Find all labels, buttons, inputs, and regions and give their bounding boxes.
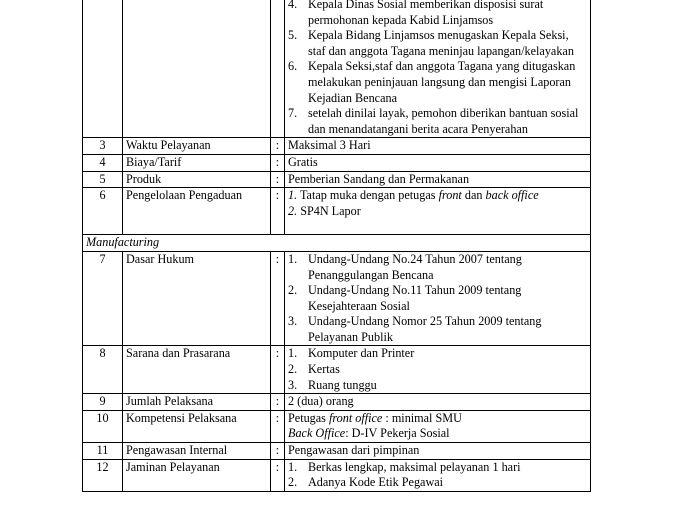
row-colon [271, 0, 285, 138]
row-value [285, 188, 591, 235]
row-value: Gratis [285, 154, 591, 171]
row-label: Biaya/Tarif [123, 154, 271, 171]
row-value: Maksimal 3 Hari [285, 138, 591, 155]
list-item: 2. Adanya Kode Etik Pegawai [288, 475, 444, 490]
row-label: Sarana dan Prasarana [123, 346, 271, 394]
list-item: 1. Komputer dan Printer [288, 346, 415, 361]
row-colon: : [271, 410, 285, 442]
list-item: 5. Kepala Bidang Linjamsos menugaskan Kepala Seksi, staf dan anggota Tagana meninjau lapangan/kelayakan [288, 28, 574, 58]
competence-line: Petugas front office : minimal SMU [288, 410, 462, 425]
row-number: 8 [83, 346, 123, 394]
row-colon: : [271, 171, 285, 188]
procedure-steps-list [288, 0, 587, 137]
row-value [285, 410, 591, 442]
row-number: 12 [83, 459, 123, 491]
section-heading: Manufacturing [83, 235, 591, 252]
row-value [285, 459, 591, 491]
table-row [83, 0, 591, 138]
list-item: 7. setelah dinilai layak, pemohon diberikan bantuan sosial dan menandatangani berita acara Penyerahan [288, 106, 579, 136]
row-number: 11 [83, 443, 123, 460]
row-label [123, 0, 271, 138]
competence-line: Back Office: D-IV Pekerja Sosial [288, 426, 450, 441]
row-label: Kompetensi Pelaksana [123, 410, 271, 442]
row-value: 2 (dua) orang [285, 394, 591, 411]
row-number: 4 [83, 154, 123, 171]
row-number: 3 [83, 138, 123, 155]
row-number: 9 [83, 394, 123, 411]
facilities-list [288, 346, 587, 393]
legal-basis-list [288, 252, 587, 346]
row-value [285, 0, 591, 138]
table-row [83, 410, 591, 442]
row-colon: : [271, 346, 285, 394]
table-row [83, 346, 591, 394]
row-label: Pengelolaan Pengaduan [123, 188, 271, 235]
row-colon: : [271, 459, 285, 491]
list-item: 4. Kepala Dinas Sosial memberikan disposisi surat permohonan kepada Kabid Linjamsos [288, 0, 544, 27]
row-number [83, 0, 123, 138]
row-label: Pengawasan Internal [123, 443, 271, 460]
table-row [83, 443, 591, 460]
list-item: 3. Undang-Undang Nomor 25 Tahun 2009 tentang Pelayanan Publik [288, 314, 542, 344]
table-row [83, 138, 591, 155]
row-label: Jumlah Pelaksana [123, 394, 271, 411]
row-colon: : [271, 251, 285, 346]
list-item: 2. SP4N Lapor [288, 203, 361, 218]
table-row [83, 171, 591, 188]
table-row [83, 251, 591, 346]
row-colon: : [271, 443, 285, 460]
service-guarantee-list [288, 460, 587, 491]
table-row [83, 394, 591, 411]
list-item: 6. Kepala Seksi,staf dan anggota Tagana yang ditugaskan melakukan peninjauan langsung dan mengisi Laporan Kejadian Bencana [288, 59, 576, 105]
row-value [285, 251, 591, 346]
row-colon: : [271, 394, 285, 411]
row-value [285, 346, 591, 394]
row-number: 6 [83, 188, 123, 235]
table-row [83, 154, 591, 171]
section-row [83, 235, 591, 252]
list-item: 2. Kertas [288, 362, 340, 377]
row-label: Produk [123, 171, 271, 188]
row-number: 10 [83, 410, 123, 442]
row-colon: : [271, 188, 285, 235]
list-item: 1. Berkas lengkap, maksimal pelayanan 1 hari [288, 459, 521, 474]
row-label: Waktu Pelayanan [123, 138, 271, 155]
row-label: Dasar Hukum [123, 251, 271, 346]
row-label: Jaminan Pelayanan [123, 459, 271, 491]
table-row [83, 459, 591, 491]
table-row [83, 188, 591, 235]
list-item: 1. Tatap muka dengan petugas front dan back office [288, 188, 539, 203]
service-standard-table [82, 0, 591, 492]
list-item: 2. Undang-Undang No.11 Tahun 2009 tentang Kesejahteraan Sosial [288, 283, 522, 313]
row-value: Pemberian Sandang dan Permakanan [285, 171, 591, 188]
list-item: 1. Undang-Undang No.24 Tahun 2007 tentang Penanggulangan Bencana [288, 251, 522, 282]
row-number: 5 [83, 171, 123, 188]
row-value: Pengawasan dari pimpinan [285, 443, 591, 460]
row-colon: : [271, 138, 285, 155]
row-number: 7 [83, 251, 123, 346]
row-colon: : [271, 154, 285, 171]
list-item: 3. Ruang tunggu [288, 377, 377, 392]
